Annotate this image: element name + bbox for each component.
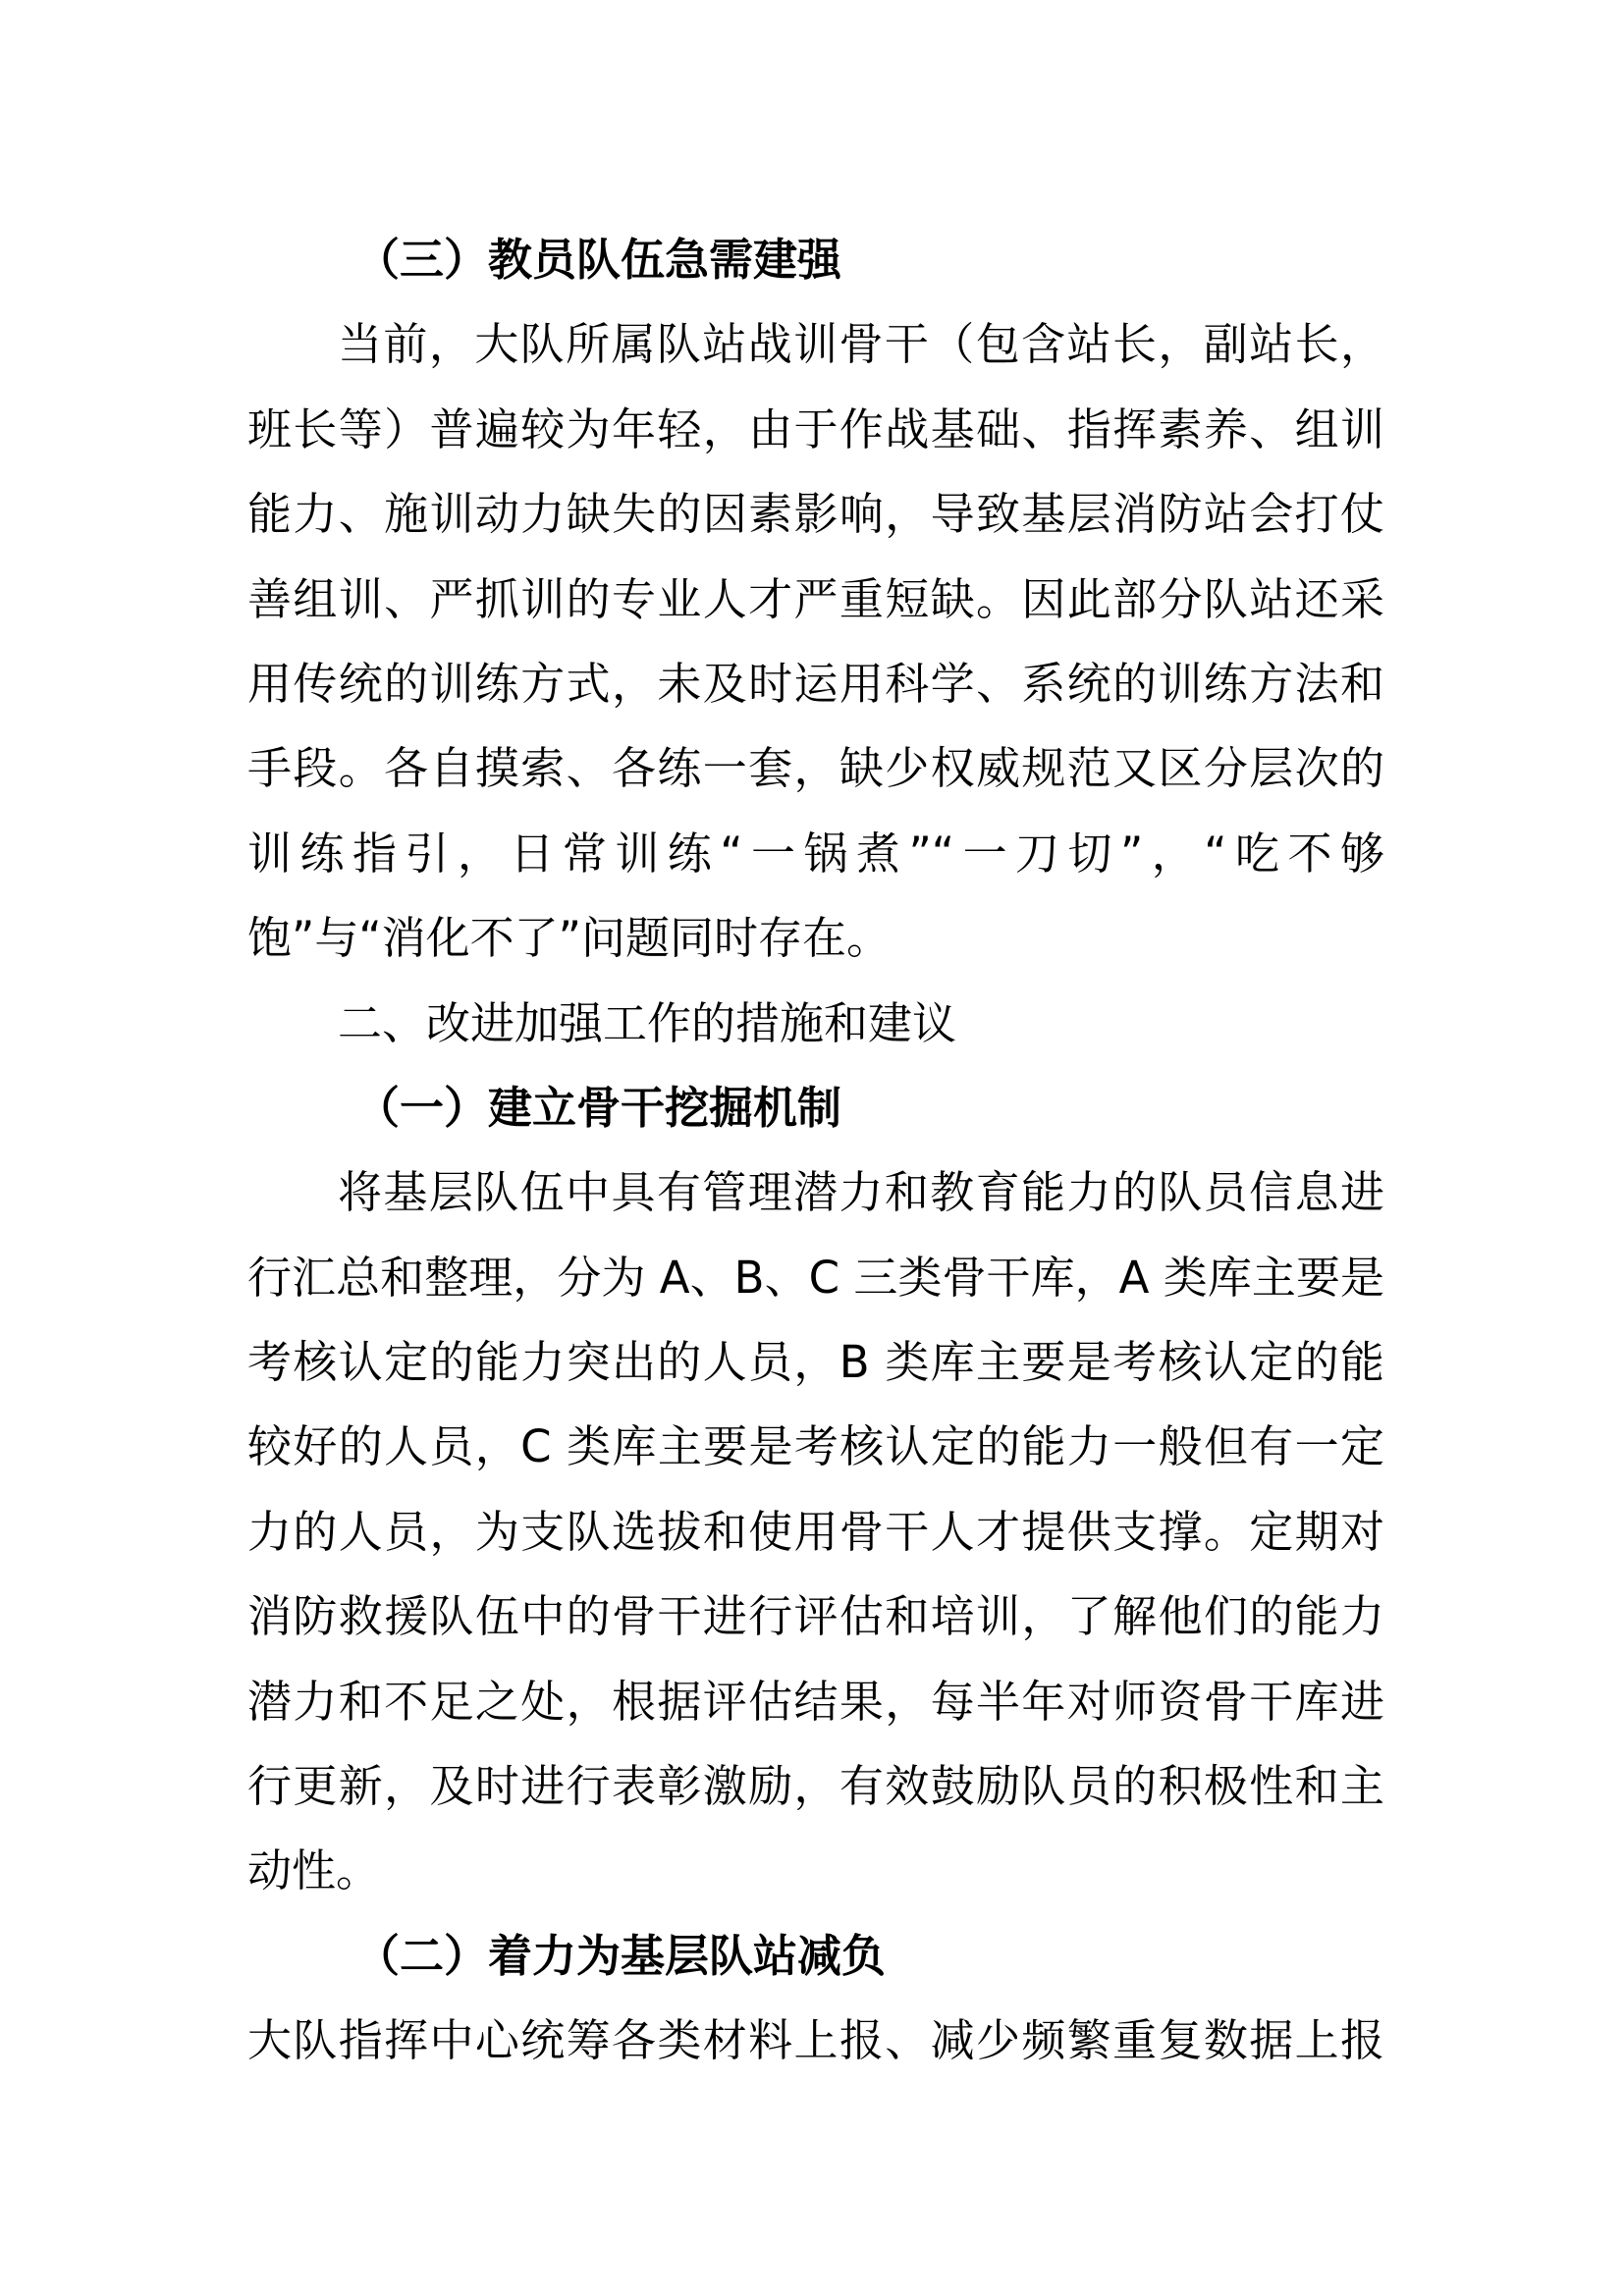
paragraph-line: 潜力和不足之处，根据评估结果，每半年对师资骨干库进 [247, 1675, 1384, 1728]
heading-teacher-team: （三）教员队伍急需建强 [355, 234, 842, 286]
paragraph-line: 当前，大队所属队站战训骨干（包含站长，副站长， [338, 318, 1384, 371]
paragraph-line: 用传统的训练方式，未及时运用科学、系统的训练方法和 [247, 657, 1384, 710]
paragraph-line: 行更新，及时进行表彰激励，有效鼓励队员的积极性和主 [247, 1760, 1384, 1813]
paragraph-line: 善组训、严抓训的专业人才严重短缺。因此部分队站还采 [247, 572, 1384, 625]
paragraph-line: 饱”与“消化不了”问题同时存在。 [247, 912, 891, 965]
paragraph-line: 训练指引，日常训练“一锅煮”“一刀切”，“吃不够 [247, 827, 1384, 880]
paragraph-line: 动性。 [247, 1844, 381, 1897]
section-heading: 二、改进加强工作的措施和建议 [338, 996, 957, 1049]
heading-backbone-mechanism: （一）建立骨干挖掘机制 [355, 1081, 842, 1134]
paragraph-line: 班长等）普遍较为年轻，由于作战基础、指挥素养、组训 [247, 402, 1384, 455]
paragraph-line: 手段。各自摸索、各练一套，缺少权威规范又区分层次的 [247, 742, 1384, 795]
document-page [247, 218, 1384, 2084]
paragraph-line: 大队指挥中心统筹各类材料上报、减少频繁重复数据上报 [247, 2014, 1384, 2067]
paragraph-line: 力的人员，为支队选拔和使用骨干人才提供支撑。定期对 [247, 1505, 1384, 1558]
paragraph-line: 消防救援队伍中的骨干进行评估和培训，了解他们的能力 [247, 1590, 1384, 1643]
paragraph-line: 行汇总和整理，分为 A、B、C 三类骨干库，A 类库主要是 [247, 1251, 1384, 1304]
paragraph-line: 较好的人员，C 类库主要是考核认定的能力一般但有一定 [247, 1420, 1384, 1473]
paragraph-line: 考核认定的能力突出的人员，B 类库主要是考核认定的能 [247, 1336, 1384, 1389]
heading-reduce-burden: （二）着力为基层队站减负 [355, 1929, 887, 1982]
paragraph-line: 将基层队伍中具有管理潜力和教育能力的队员信息进 [338, 1166, 1384, 1219]
paragraph-line: 能力、施训动力缺失的因素影响，导致基层消防站会打仗 [247, 488, 1384, 541]
